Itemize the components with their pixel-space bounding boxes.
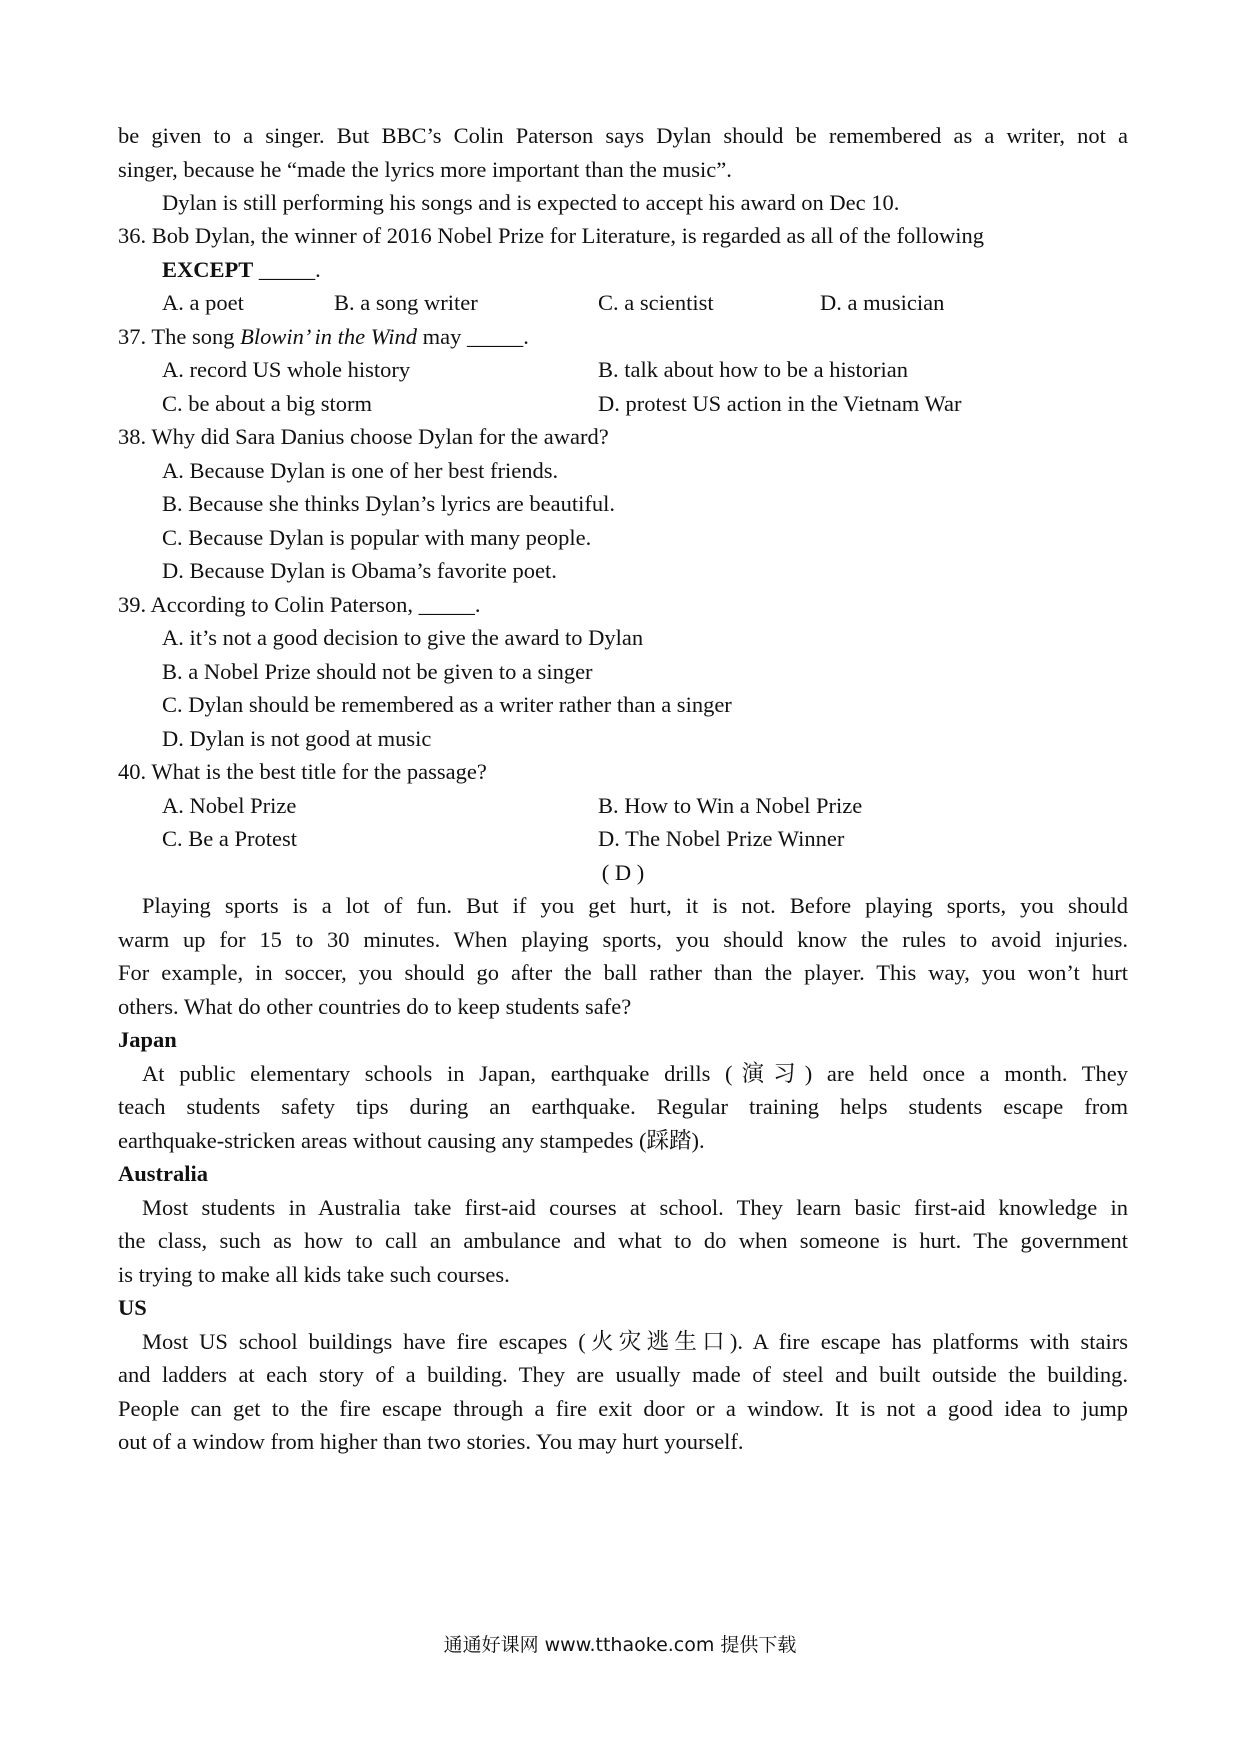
option-39-c[interactable]: C. Dylan should be remembered as a writer rather than a singer [162,692,732,717]
question-37 [118,322,1128,352]
option-36-c[interactable]: C. a scientist [598,290,714,315]
question-stem-post: may _____. [416,324,529,349]
section-heading-australia: Australia [118,1161,208,1186]
question-stem: What is the best title for the passage? [151,759,487,784]
question-number: 37. [118,324,147,349]
option-37-c[interactable]: C. be about a big storm [162,391,372,416]
except-keyword: EXCEPT [162,257,254,282]
question-number: 38. [118,424,147,449]
us-line: People can get to the fire escape through a fire exit door or a window. It is not a good idea to jump [118,1396,1128,1421]
option-38-a[interactable]: A. Because Dylan is one of her best friends. [162,458,559,483]
question-stem-pre: The song [151,324,241,349]
option-36-a[interactable]: A. a poet [162,290,244,315]
section-heading-japan: Japan [118,1027,177,1052]
section-heading-us: US [118,1295,147,1320]
option-39-d[interactable]: D. Dylan is not good at music [162,726,432,751]
australia-line: Most students in Australia take first-aid courses at school. They learn basic first-aid knowledge in [142,1195,1128,1220]
option-36-b[interactable]: B. a song writer [334,290,478,315]
passage-d-label: ( D ) [601,860,645,885]
question-number: 39. [118,592,147,617]
option-40-a[interactable]: A. Nobel Prize [162,793,297,818]
australia-line: is trying to make all kids take such courses. [118,1262,510,1287]
question-number: 40. [118,759,147,784]
question-stem: Bob Dylan, the winner of 2016 Nobel Prize for Literature, is regarded as all of the following [151,223,985,248]
question-36 [118,221,1128,251]
option-37-a[interactable]: A. record US whole history [162,357,411,382]
question-blank: _____. [253,257,321,282]
option-40-d[interactable]: D. The Nobel Prize Winner [598,826,845,851]
japan-line: At public elementary schools in Japan, earthquake drills (演习) are held once a month. They [142,1061,1128,1086]
option-36-d[interactable]: D. a musician [820,290,945,315]
option-37-b[interactable]: B. talk about how to be a historian [598,357,908,382]
question-38 [118,422,1128,452]
song-title: Blowin’ in the Wind [240,324,417,349]
passage-c-line: be given to a singer. But BBC’s Colin Paterson says Dylan should be remembered as a writer, not a [118,123,1128,148]
option-38-b[interactable]: B. Because she thinks Dylan’s lyrics are beautiful. [162,491,616,516]
passage-c-line: Dylan is still performing his songs and is expected to accept his award on Dec 10. [162,190,900,215]
passage-d-intro-line: Playing sports is a lot of fun. But if you get hurt, it is not. Before playing sports, you should [142,893,1128,918]
question-39 [118,590,1128,620]
option-38-c[interactable]: C. Because Dylan is popular with many people. [162,525,592,550]
option-39-b[interactable]: B. a Nobel Prize should not be given to a singer [162,659,593,684]
passage-d-intro-line: warm up for 15 to 30 minutes. When playing sports, you should know the rules to avoid injuries. [118,927,1128,952]
passage-c-line: singer, because he “made the lyrics more important than the music”. [118,157,732,182]
passage-d-intro-line: For example, in soccer, you should go after the ball rather than the player. This way, you won’t hurt [118,960,1128,985]
option-37-d[interactable]: D. protest US action in the Vietnam War [598,391,962,416]
us-line: and ladders at each story of a building. They are usually made of steel and built outside the building. [118,1362,1128,1387]
question-stem: According to Colin Paterson, _____. [150,592,481,617]
us-line: out of a window from higher than two stories. You may hurt yourself. [118,1429,744,1454]
option-39-a[interactable]: A. it’s not a good decision to give the award to Dylan [162,625,644,650]
australia-line: the class, such as how to call an ambulance and what to do when someone is hurt. The government [118,1228,1128,1253]
option-40-c[interactable]: C. Be a Protest [162,826,297,851]
option-40-b[interactable]: B. How to Win a Nobel Prize [598,793,863,818]
question-number: 36. [118,223,147,248]
japan-line: earthquake-stricken areas without causing any stampedes (踩踏). [118,1128,705,1153]
question-stem: Why did Sara Danius choose Dylan for the award? [151,424,609,449]
japan-line: teach students safety tips during an earthquake. Regular training helps students escape from [118,1094,1128,1119]
option-38-d[interactable]: D. Because Dylan is Obama’s favorite poet. [162,558,557,583]
us-line: Most US school buildings have fire escapes (火灾逃生口). A fire escape has platforms with stairs [142,1329,1128,1354]
page-footer: 通通好课网 www.tthaoke.com 提供下载 [443,1634,797,1656]
passage-d-intro-line: others. What do other countries do to keep students safe? [118,994,632,1019]
question-40 [118,757,1128,787]
question-36-stem-cont [162,255,1128,285]
